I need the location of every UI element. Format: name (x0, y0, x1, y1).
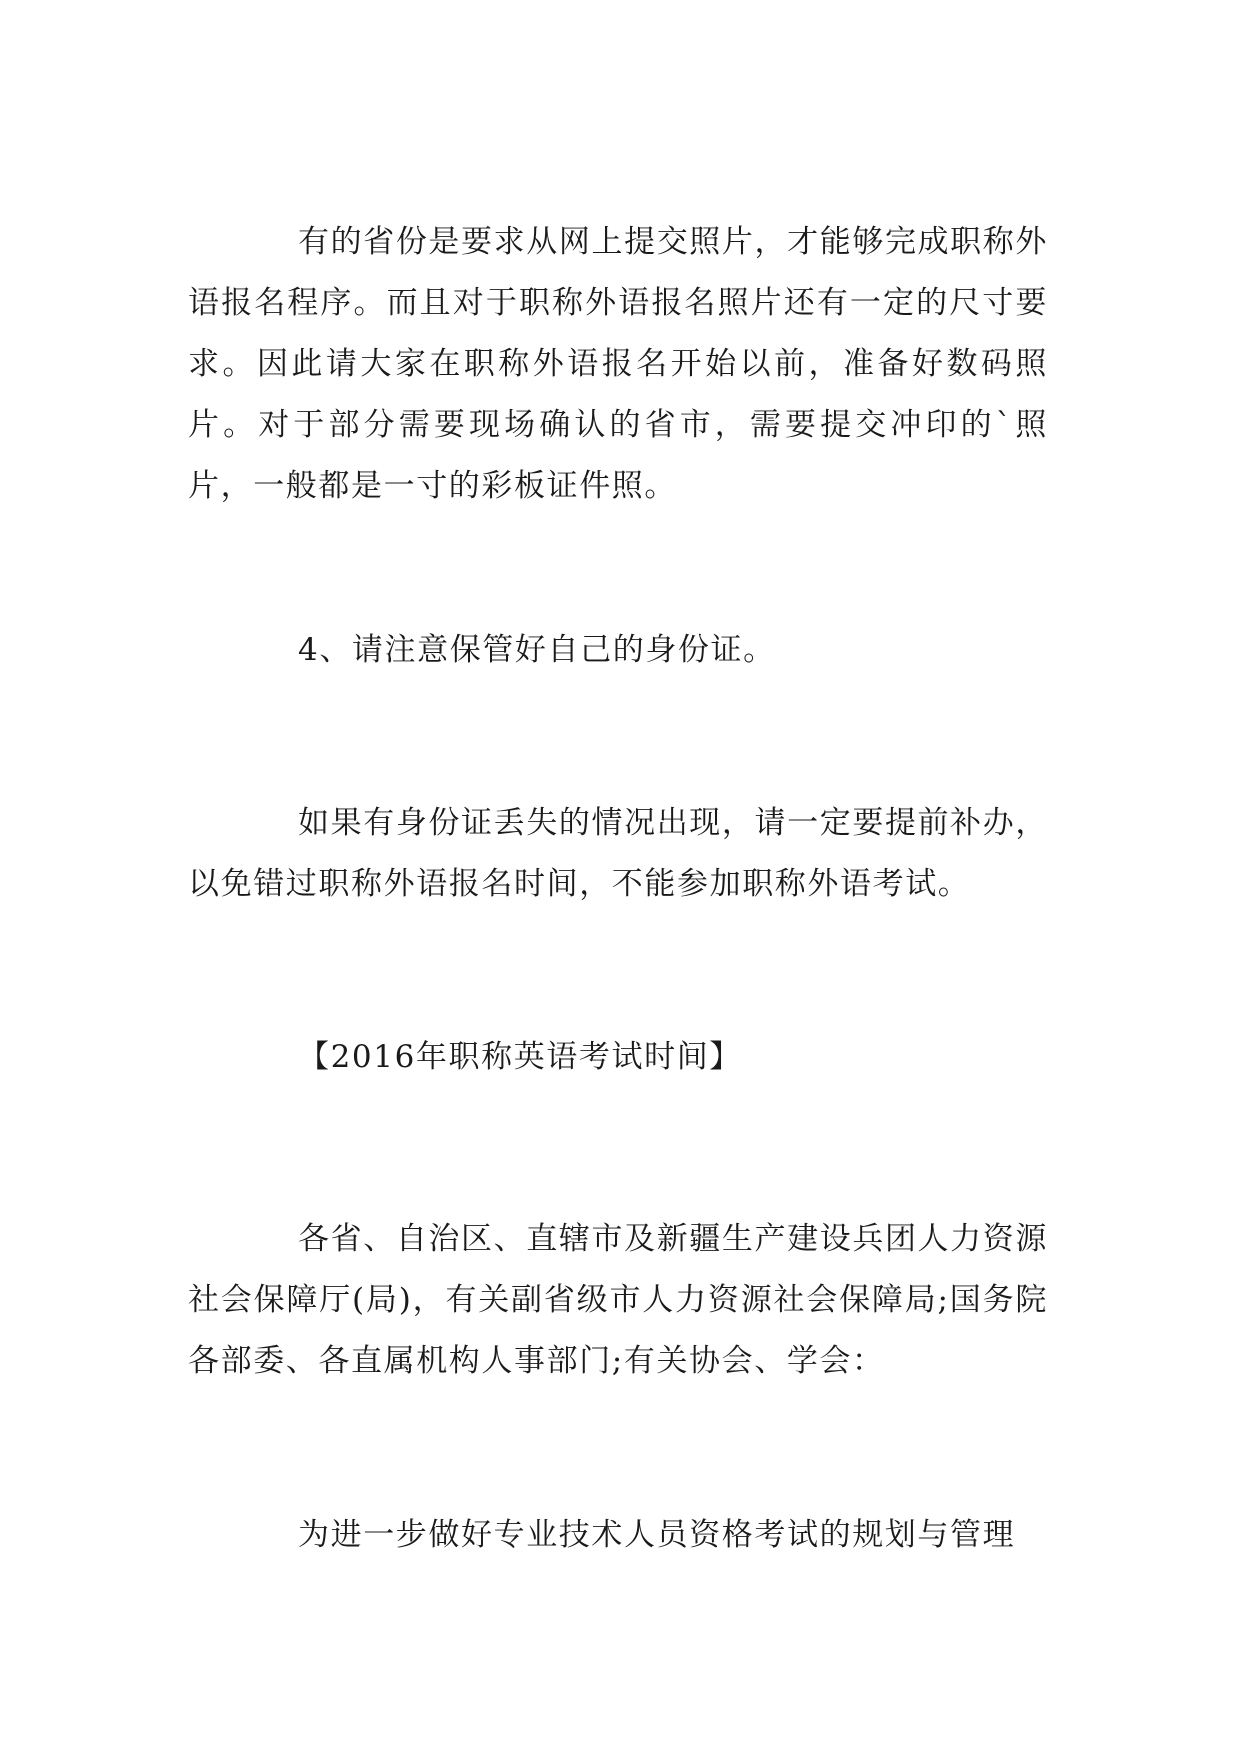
paragraph-id-card-lost: 如果有身份证丢失的情况出现，请一定要提前补办，以免错过职称外语报名时间，不能参加职称外语考试。 (188, 805, 1048, 902)
section-heading-exam-time: 【2016年职称英语考试时间】 (298, 1039, 742, 1075)
paragraph-id-card-notice: 4、请注意保管好自己的身份证。 (298, 632, 776, 668)
paragraph-photo-requirements: 有的省份是要求从网上提交照片，才能够完成职称外语报名程序。而且对于职称外语报名照片还有一定的尺寸要求。因此请大家在职称外语报名开始以前，准备好数码照片。对于部分需要现场确认的省市，需要提交冲印的`照片，一般都是一寸的彩板证件照。 (188, 224, 1048, 504)
paragraph-addressees: 各省、自治区、直辖市及新疆生产建设兵团人力资源社会保障厅(局)，有关副省级市人力资源社会保障局;国务院各部委、各直属机构人事部门;有关协会、学会： (188, 1221, 1048, 1379)
paragraph-intro: 为进一步做好专业技术人员资格考试的规划与管理 (298, 1517, 1016, 1553)
